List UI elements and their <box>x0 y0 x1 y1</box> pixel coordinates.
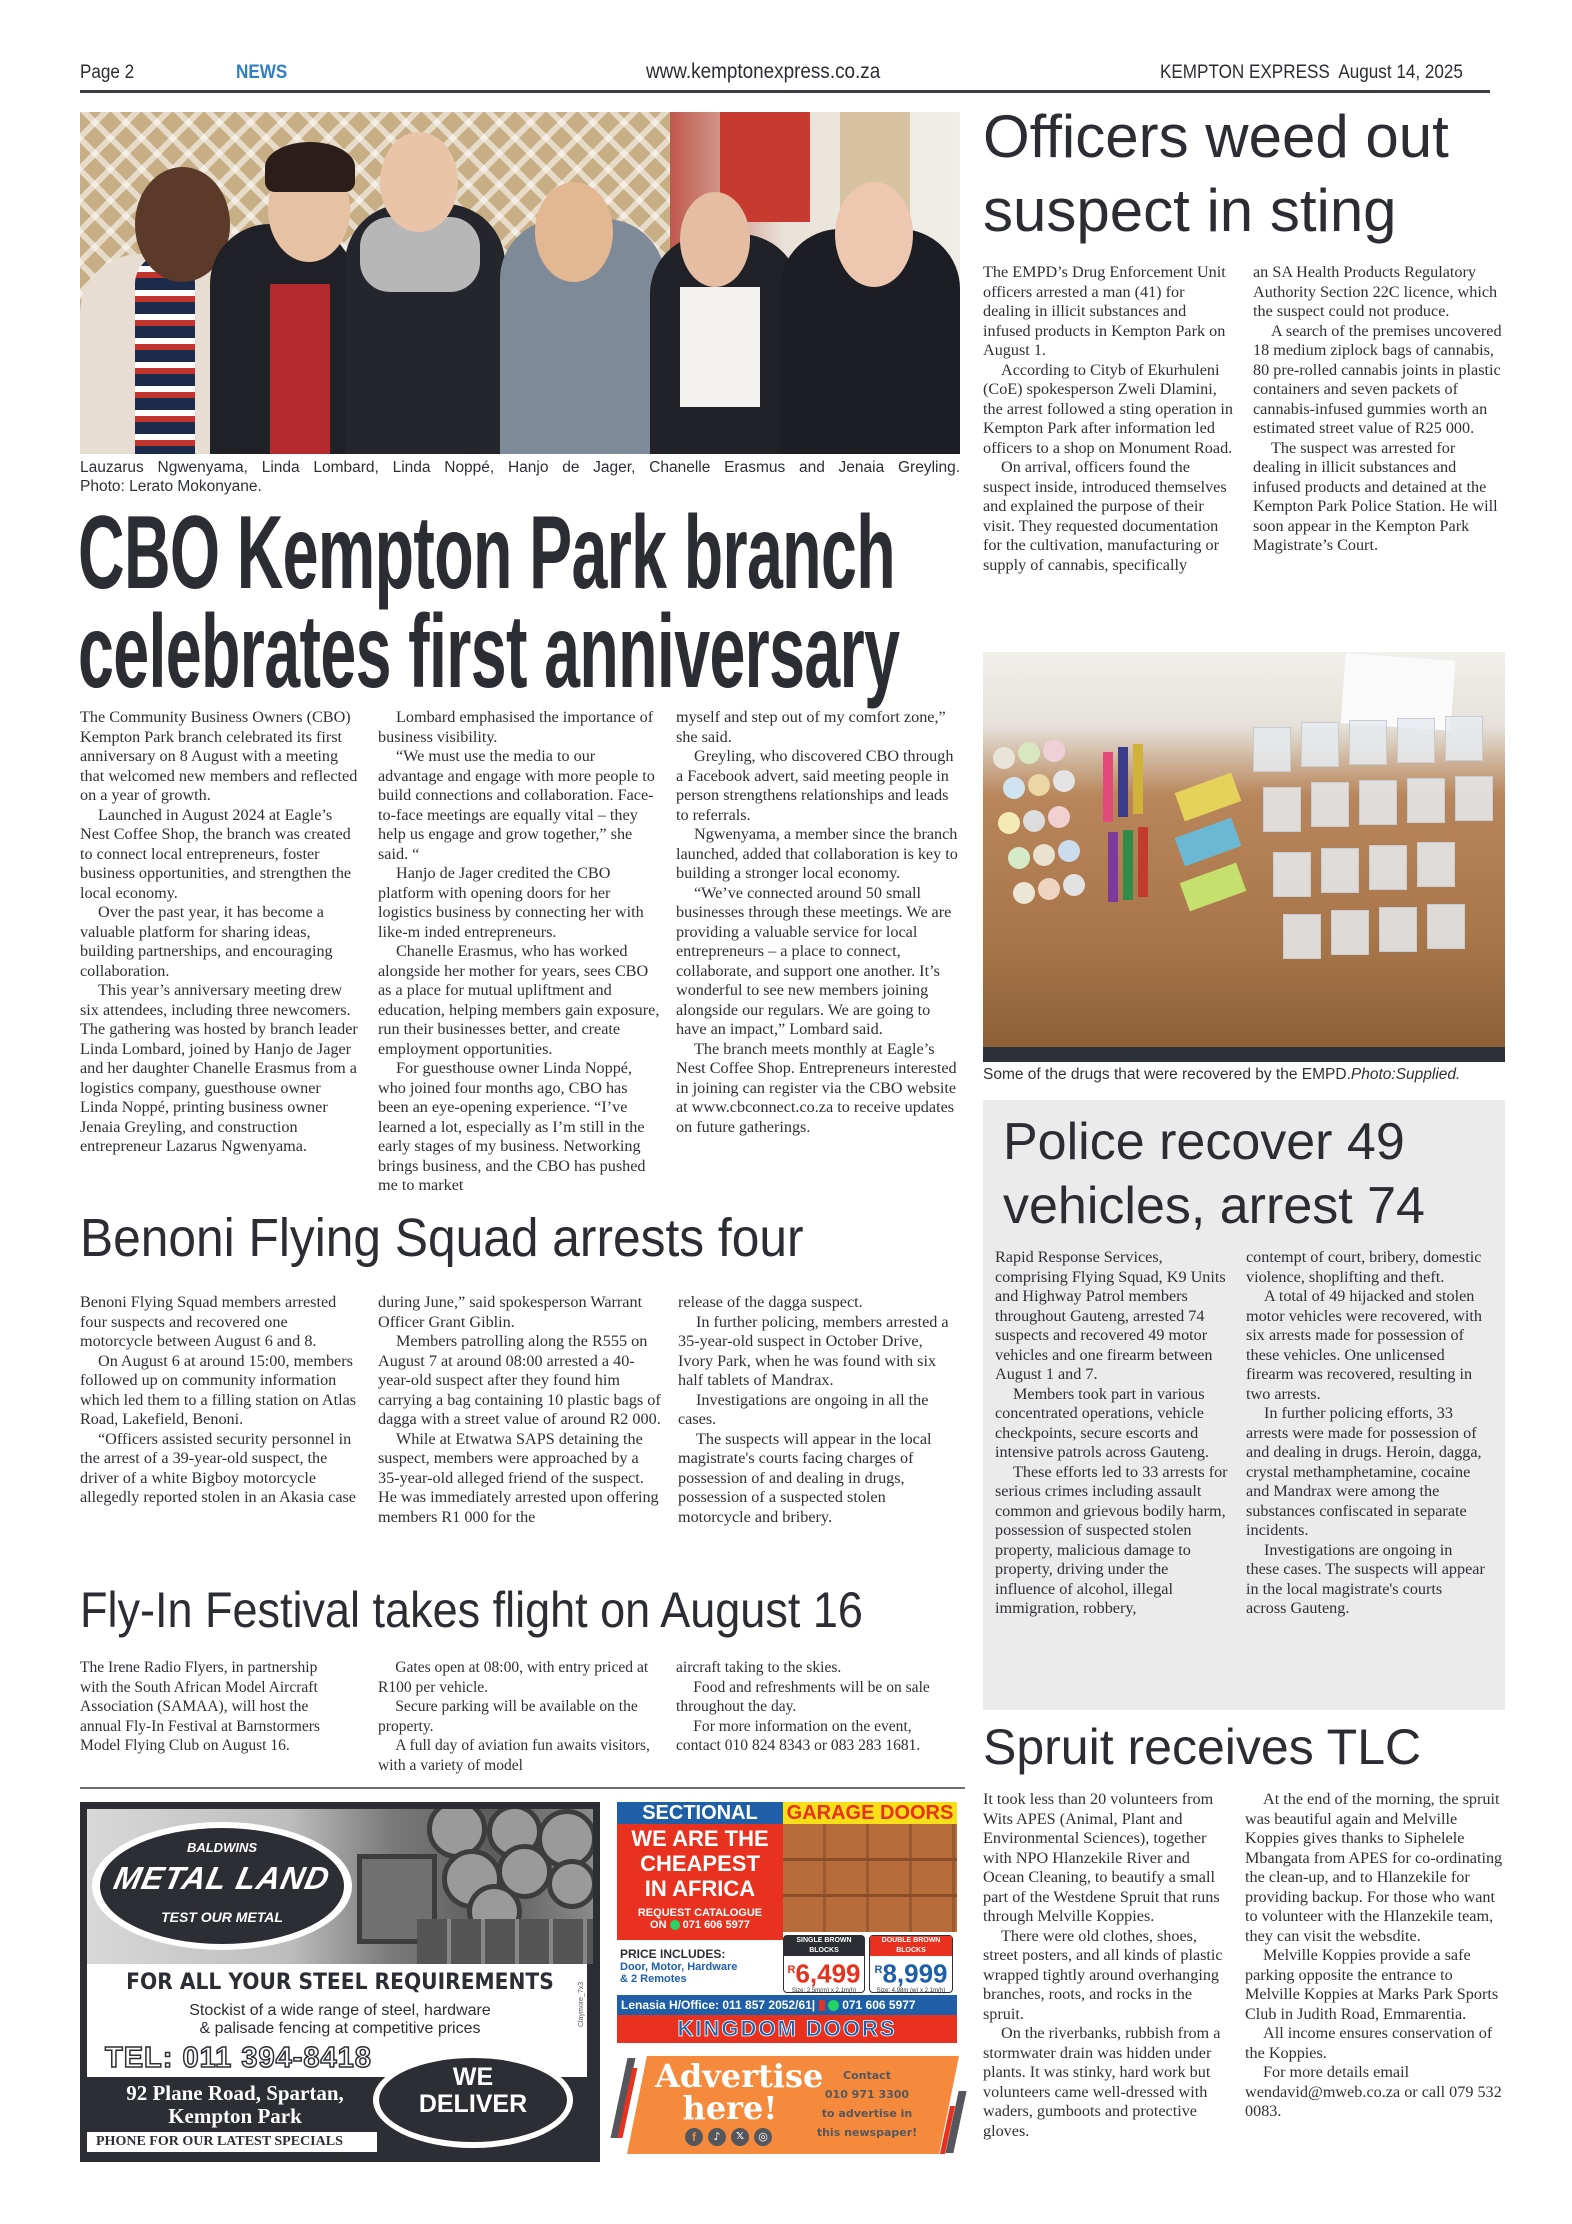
flyin-column-3: aircraft taking to the skies. Food and refreshments will be on sale throughout the day. For more information on the event, contact 010 824 8343 or 083 283 1681. <box>676 1658 930 1754</box>
police-column-1: Rapid Response Services, comprising Flying Squad, K9 Units and Highway Patrol members throughout Gauteng, arrested 74 suspects and recovered 49 motor vehicles and one firearm between August 1 and 7. Members took part in various concentrated operations, vehicle checkpoints, secure escorts and intensive patrols across Gauteng. These efforts led to 33 arrests for serious crimes including assault common and grievous bodily harm, possession of suspected stolen property, malicious damage to property, driving under the influence of alcohol, illegal immigration, robbery, <box>995 1248 1228 1617</box>
ad-divider <box>80 1787 965 1789</box>
garage-doors-tag: GARAGE DOORS <box>783 1802 957 1824</box>
spruit-column-1: It took less than 20 volunteers from Wits APES (Animal, Plant and Environmental Sciences), together with NPO Hlanzekile River and Ocean Cleaning, to beautify a small part of the Westdene Spruit that runs through Melville Koppies. There were old clothes, shoes, street posters, and all kinds of plastic wrapped tightly around overhanging branches, roots, and rocks in the spruit. On the riverbanks, rubbish from a stormwater drain was hidden under plants. It was stinky, hard work but volunteers came well-dressed with waders, gumboots and protective gloves. <box>983 1790 1223 2140</box>
cbo-photo-credit: Photo: Lerato Mokonyane. <box>80 478 262 495</box>
cbo-column-3: myself and step out of my comfort zone,” she said. Greyling, who discovered CBO through a Facebook advert, said meeting people in person strengthens relationships and leads to referrals. Ngwenyama, a member since the branch launched, added that collaboration is key to building a stronger local economy. “We’ve connected around 50 small businesses through these meetings. We are providing a valuable service for local entrepreneurs – a place to connect, collaborate, and support one another. It’s wonderful to see new members joining alongside our regulars. We are going to have an impact,” Lombard said. The branch meets monthly at Eagle’s Nest Coffee Shop. Entrepreneurs interested in joining can register via the CBO website at www.cbconnect.co.za to receive updates on future gatherings. <box>676 708 958 1136</box>
metal-land-advert[interactable] <box>80 1802 600 2162</box>
advertise-phone[interactable]: 010 971 3300 <box>824 2088 910 2101</box>
kingdom-doors-logo: KINGDOM DOORS <box>677 2016 897 2041</box>
issue-date: August 14, 2025 <box>1338 62 1463 83</box>
advertise-contact: Contact 010 971 3300 to advertise in this newspaper! <box>807 2066 927 2142</box>
section-label: NEWS <box>236 62 288 83</box>
flyin-column-1: The Irene Radio Flyers, in partnership with the South African Model Aircraft Association (SAMAA), will host the annual Fly-In Festival at Barnstormers Model Flying Club on August 16. <box>80 1658 320 1754</box>
metal-tagline: TEST OUR METAL <box>161 1909 283 1925</box>
cbo-headline-line2: celebrates first anniversary <box>78 594 900 710</box>
spruit-column-2: At the end of the morning, the spruit was beautiful again and Melville Koppies gives thanks to Siphelele Mbangata from APES for co-ordinating the clean-up, and to Hlanzekile for providing backup. For those who want to volunteer with the Hlanzekile team, they can visit the websdite. Melville Koppies provide a safe parking opposite the entrance to Melville Koppies at Marks Park Sports Club in Judith Road, Emmarentia. All income ensures conservation of the Koppies. For more details email wendavid@mweb.co.za or call 079 532 0083. <box>1245 1790 1503 2120</box>
tiktok-icon[interactable]: ♪ <box>708 2128 726 2146</box>
website-link[interactable]: www.kemptonexpress.co.za <box>646 60 881 83</box>
garage-door-image <box>783 1824 957 1932</box>
facebook-icon[interactable]: f <box>685 2128 703 2146</box>
baldwins-label: BALDWINS <box>186 1840 258 1855</box>
whatsapp-icon <box>828 2000 839 2011</box>
single-blocks-price-card: SINGLE BROWN BLOCKS $^R$6,499 Size: 2.5m(m) x 2.1m(h) <box>783 1935 865 1993</box>
cbo-headline-line1: CBO Kempton Park branch <box>78 495 895 611</box>
header-rule <box>80 90 1490 93</box>
kingdom-doors-advert[interactable] <box>617 1802 965 2041</box>
sting-headline: Officers weed out suspect in sting <box>983 103 1449 244</box>
steel-requirements-headline: FOR ALL YOUR STEEL REQUIREMENTS <box>126 1970 554 1995</box>
benoni-column-1: Benoni Flying Squad members arrested four suspects and recovered one motorcycle between August 6 and 8. On August 6 at around 15:00, members followed up on community information which led them to a filling station on Atlas Road, Lakefield, Benoni. “Officers assisted security personnel in the arrest of a 39-year-old suspect, the driver of a white Bigboy motorcycle allegedly reported stolen in an Akasia case <box>80 1293 357 1506</box>
sting-column-2: an SA Health Products Regulatory Authority Section 22C licence, which the suspect could not produce. A search of the premises uncovered 18 medium ziplock bags of cannabis, 80 pre-rolled cannabis joints in plastic containers and seven packets of cannabis-infused gummies worth an estimated street value of R25 000. The suspect was arrested for dealing in illicit substances and infused products and detained at the Kempton Park Police Station. He will soon appear in the Kempton Park Magistrate’s Court. <box>1253 263 1502 554</box>
flyin-headline: Fly-In Festival takes flight on August 16 <box>80 1582 863 1638</box>
masthead-date <box>1160 62 1463 84</box>
instagram-icon[interactable]: ◎ <box>754 2128 772 2146</box>
whatsapp-icon <box>670 1920 680 1930</box>
police-column-2: contempt of court, bribery, domestic violence, shoplifting and theft. A total of 49 hijacked and stolen motor vehicles were recovered, with six arrests made for possession of these vehicles. One unlicensed firearm was recovered, resulting in two arrests. In further policing efforts, 33 arrests were made for possession of and dealing in drugs. Heroin, dagga, crystal methamphetamine, cocaine and Mandrax were among the substances confiscated in separate incidents. Investigations are ongoing in these cases. The suspects will appear in the local magistrate's courts across Gauteng. <box>1246 1248 1485 1617</box>
double-blocks-price-card: DOUBLE BROWN BLOCKS $^R$8,999 Size: 4.98m (w) x 2.1m(h) <box>869 1935 953 1993</box>
cbo-group-photo <box>80 112 960 454</box>
police-headline: Police recover 49 vehicles, arrest 74 <box>1003 1113 1425 1235</box>
cbo-photo-caption: Lauzarus Ngwenyama, Linda Lombard, Linda Noppé, Hanjo de Jager, Chanelle Erasmus and Jenaia Greyling. <box>80 459 960 476</box>
benoni-column-3: release of the dagga suspect. In further policing, members arrested a 35-year-old suspect in October Drive, Ivory Park, when he was found with six half tablets of Mandrax. Investigations are ongoing in all the cases. The suspects will appear in the local magistrate's courts facing charges of possession of and dealing in drugs, possession of a suspected stolen motorcycle and bribery. <box>678 1293 949 1526</box>
cbo-column-2: Lombard emphasised the importance of business visibility. “We must use the media to our advantage and engage with more people to build connections and collaboration. Face-to-face meetings are equally vital – they help us engage and grow together,” she said. “ Hanjo de Jager credited the CBO platform with opening doors for her logistics business by connecting her with like-m inded entrepreneurs. Chanelle Erasmus, who has worked alongside her mother for years, sees CBO as a place for mutual upliftment and education, helping members gain exposure, run their businesses better, and create employment opportunities. For guesthouse owner Linda Noppé, who joined four months ago, CBO has been an eye-opening experience. “I’ve learned a lot, especially as I’m still in the early stages of my business. Networking brings business, and the CBO has pushed me to market <box>378 708 660 1194</box>
metal-address: 92 Plane Road, Spartan, Kempton Park <box>126 2081 344 2128</box>
recovered-drugs-photo <box>983 652 1505 1062</box>
metal-land-logo: METAL LAND <box>110 1860 334 1896</box>
cbo-column-1: The Community Business Owners (CBO) Kempton Park branch celebrated its first anniversary on 8 August with a meeting that welcomed new members and reflected on a year of growth. Launched in August 2024 at Eagle’s Nest Coffee Shop, the branch was created to connect local entrepreneurs, foster business opportunities, and strengthen the local economy. Over the past year, it has become a valuable platform for sharing ideas, building partnerships, and encouraging collaboration. This year’s anniversary meeting drew six attendees, including three newcomers. The gathering was hosted by branch leader Linda Lombard, joined by Hanjo de Jager and her daughter Chanelle Erasmus from a logistics company, guesthouse owner Linda Noppé, printing business owner Jenaia Greyling, and construction entrepreneur Lazarus Ngwenyama. <box>80 708 358 1155</box>
cheapest-claim: WE ARE THE CHEAPEST IN AFRICA <box>631 1826 769 1901</box>
price-includes-list: Door, Motor, Hardware & 2 Remotes <box>620 1961 738 1985</box>
metal-tel-number[interactable]: TEL: 011 394-8418 <box>105 2042 372 2074</box>
phone-specials-text: PHONE FOR OUR LATEST SPECIALS <box>96 2134 343 2149</box>
flyin-column-2: Gates open at 08:00, with entry priced at R100 per vehicle. Secure parking will be available on the property. A full day of aviation fun awaits visitors, with a variety of model <box>378 1658 650 1774</box>
we-deliver-badge: WE DELIVER <box>418 2063 528 2118</box>
benoni-headline: Benoni Flying Squad arrests four <box>80 1208 804 1268</box>
advertise-title: Advertise here! <box>655 2057 824 2127</box>
price-includes-label: PRICE INCLUDES: <box>620 1947 726 1961</box>
page-number: Page 2 <box>80 62 135 83</box>
drugs-photo-caption: Some of the drugs that were recovered by the EMPD.Photo:Supplied. <box>983 1066 1461 1083</box>
spruit-headline: Spruit receives TLC <box>983 1719 1422 1775</box>
office-contact-bar[interactable]: Lenasia H/Office: 011 857 2052/61| 071 606 5977 <box>617 1995 957 2015</box>
stockist-text: Stockist of a wide range of steel, hardware & palisade fencing at competitive prices <box>189 2002 491 2037</box>
publication-name: KEMPTON EXPRESS <box>1160 62 1330 83</box>
sectional-tag: SECTIONAL <box>617 1802 783 1824</box>
x-icon[interactable]: 𝕏 <box>731 2128 749 2146</box>
catalogue-request[interactable]: REQUEST CATALOGUE ON 071 606 5977 <box>637 1907 763 1931</box>
sting-column-1: The EMPD’s Drug Enforcement Unit officers arrested a man (41) for dealing in illicit substances and infused products in Kempton Park on August 1. According to Cityb of Ekurhuleni (CoE) spokesperson Zweli Dlamini, the arrest followed a sting operation in Kempton Park after information led officers to a shop on Monument Road. On arrival, officers found the suspect inside, introduced themselves and explained the purpose of their visit. They requested documentation for the cultivation, manufacturing or supply of cannabis, specifically <box>983 263 1233 574</box>
ad-code: Claymore_7x3 <box>578 1981 585 2027</box>
social-icons <box>685 2128 772 2146</box>
phone-icon <box>819 2000 825 2011</box>
benoni-column-2: during June,” said spokesperson Warrant Officer Grant Giblin. Members patrolling along the R555 on August 7 at around 08:00 arrested a 40-year-old suspect after they found him carrying a bag containing 10 plastic bags of dagga with a street value of around R2 000. While at Etwatwa SAPS detaining the suspect, members were approached by a 35-year-old alleged friend of the suspect. He was immediately arrested upon offering members R1 000 for the <box>378 1293 661 1526</box>
advertise-here-banner[interactable] <box>617 2056 965 2156</box>
